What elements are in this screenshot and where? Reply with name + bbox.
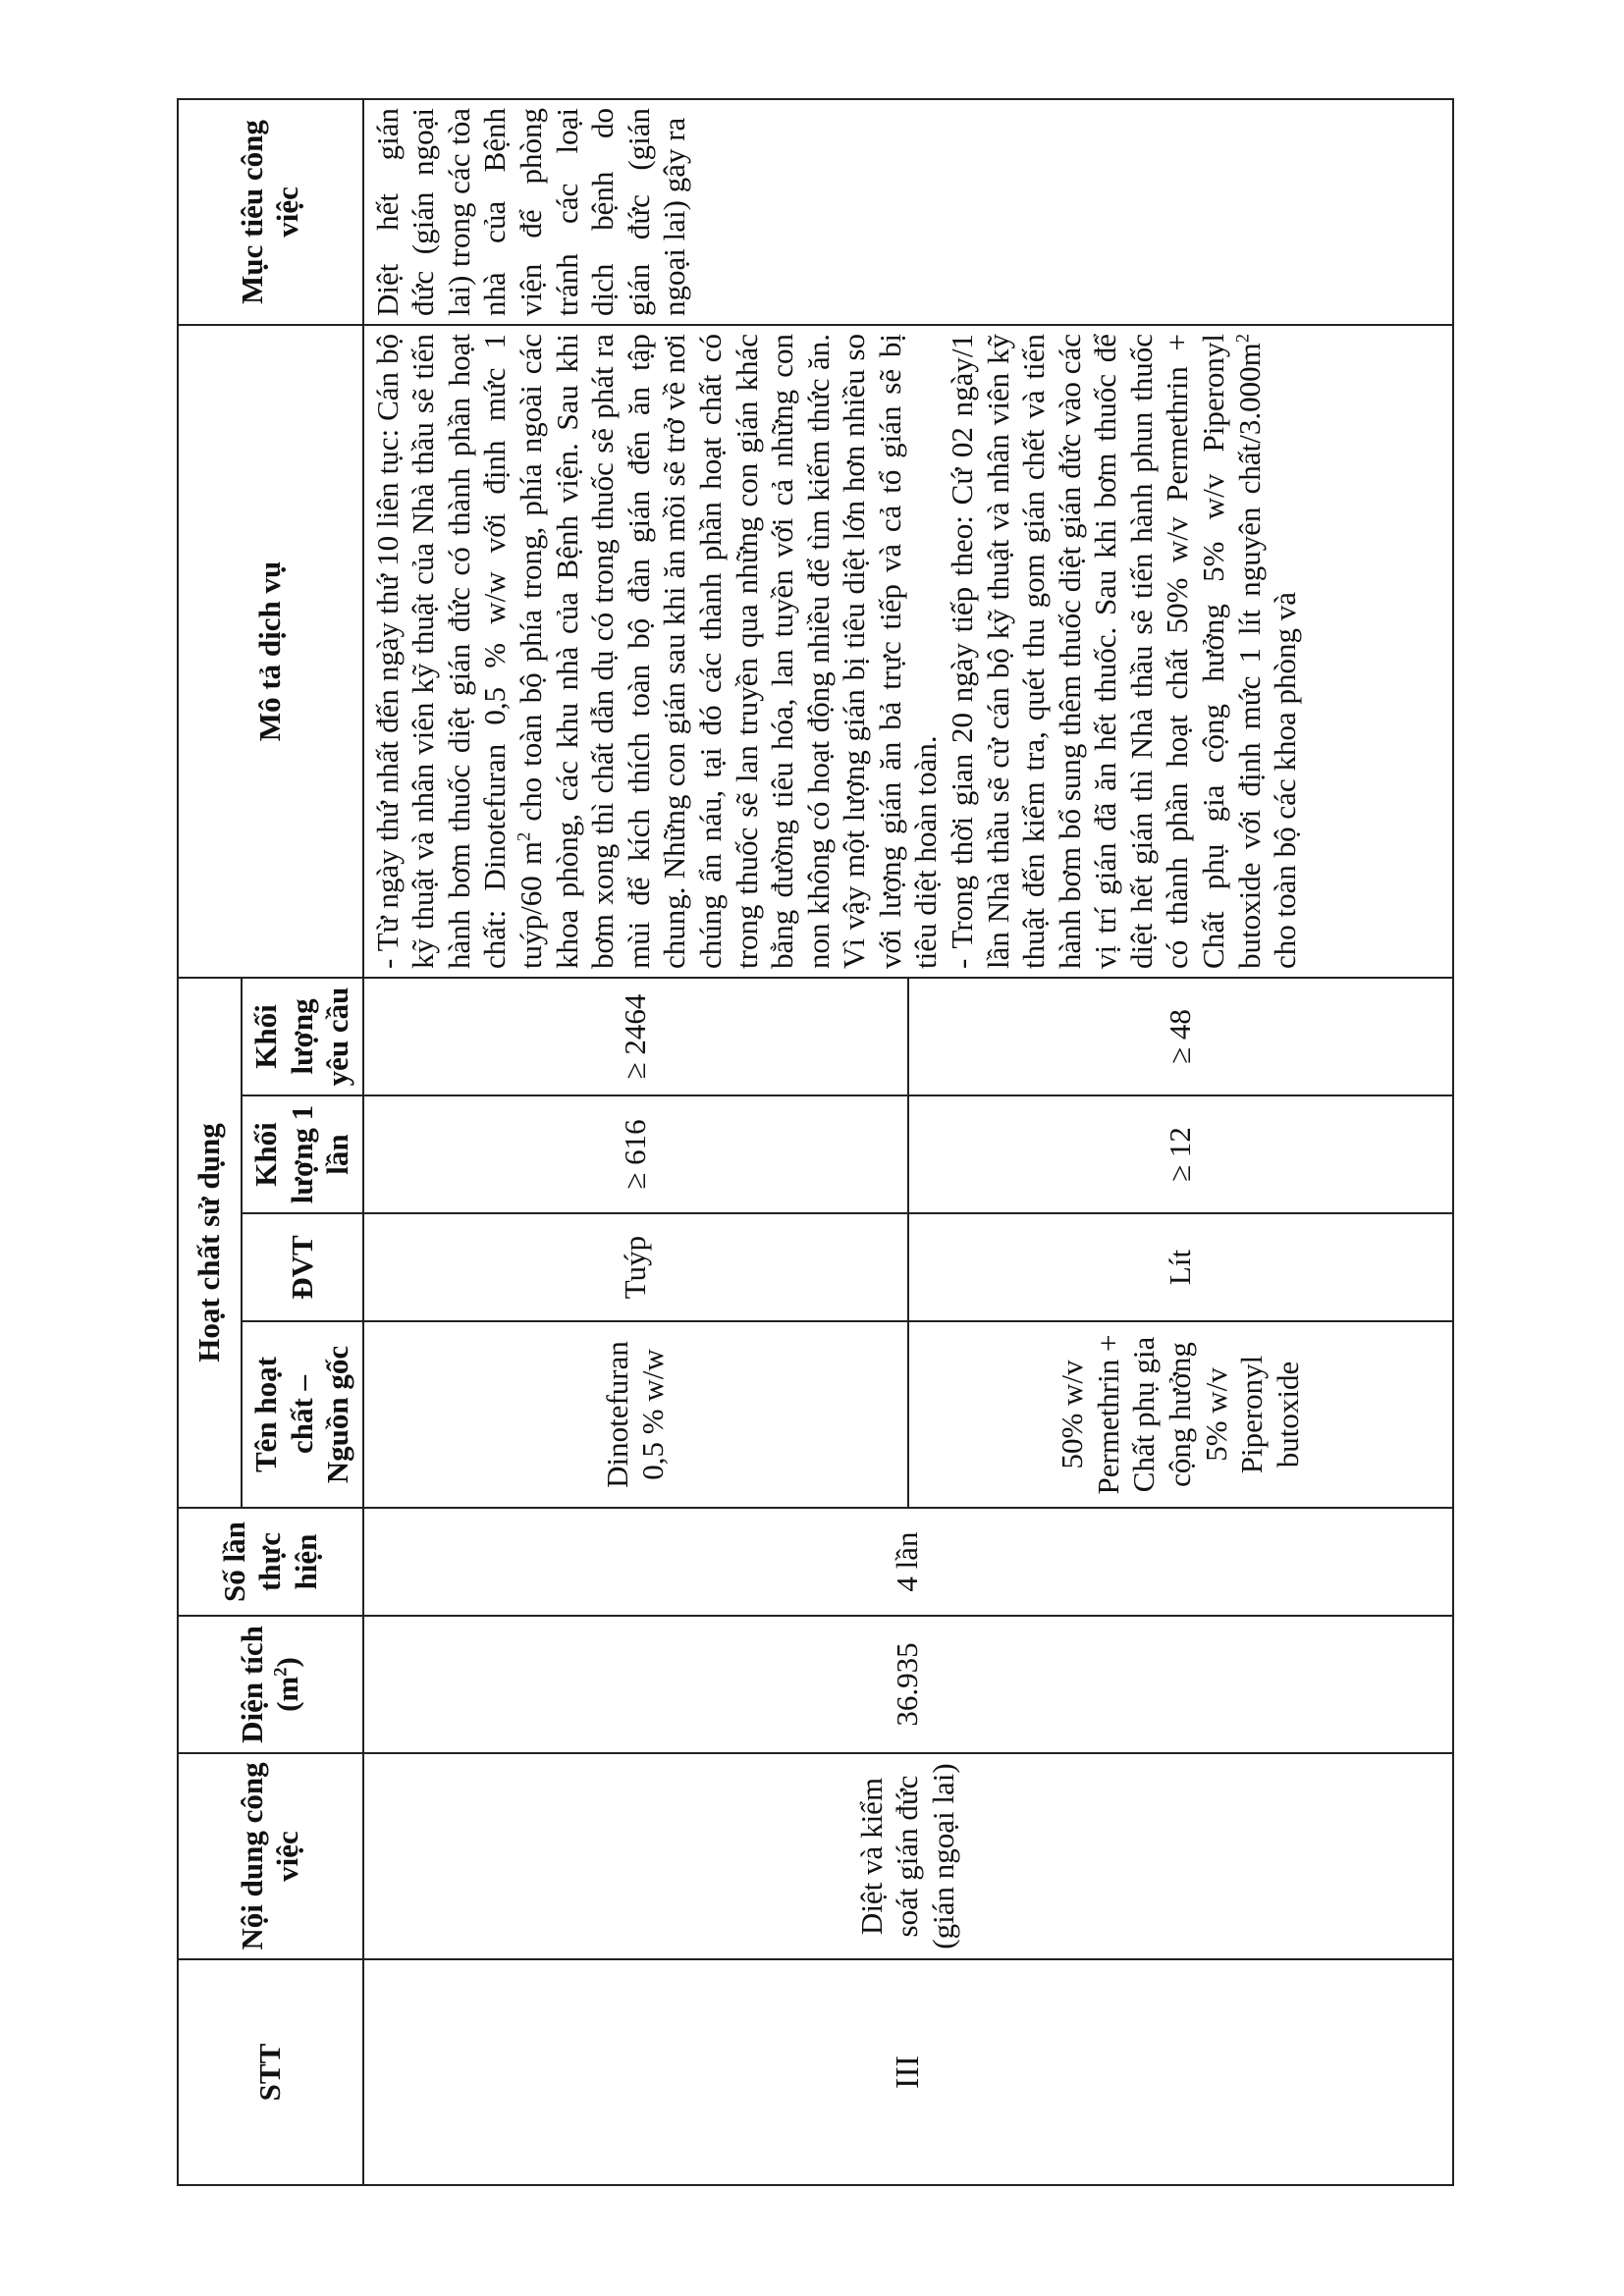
- row-so-lan: 4 lần: [363, 1508, 1453, 1616]
- chemical-2-kl-yeu-cau: ≥ 48: [908, 978, 1453, 1095]
- header-kl-1-lan: Khối lượng 1 lần: [242, 1095, 363, 1213]
- header-mo-ta: Mô tả dịch vụ: [178, 325, 363, 978]
- row-noi-dung: Diệt và kiểm soát gián đức (gián ngoại lai): [363, 1753, 1453, 1959]
- rotated-table-sheet: [177, 100, 1440, 2186]
- chemical-1-dvt: Tuýp: [363, 1213, 908, 1321]
- row-muc-tieu: Diệt hết gián đức (gián ngoại lai) trong các tòa nhà của Bệnh viện để phòng tránh các loại dịch bệnh do gián đức (gián ngoại lai) gây ra: [363, 99, 1453, 325]
- chemical-1-name: Dinotefuran 0,5 % w/w: [363, 1321, 908, 1508]
- header-noi-dung: Nội dung công việc: [178, 1753, 363, 1959]
- row-dien-tich: 36.935: [363, 1616, 1453, 1753]
- chemical-2-name: 50% w/v Permethrin + Chất phụ gia cộng hưởng 5% w/v Piperonyl butoxide: [908, 1321, 1453, 1508]
- header-kl-yeu-cau: Khối lượng yêu cầu: [242, 978, 363, 1095]
- row-stt: III: [363, 1959, 1453, 2185]
- table-row: [363, 99, 908, 2185]
- mo-ta-1-sup: 2: [514, 831, 535, 842]
- header-dvt: ĐVT: [242, 1213, 363, 1321]
- mo-ta-1a: - Từ ngày thứ nhất đến ngày thứ 10 liên tục: Cán bộ kỹ thuật và nhân viên kỹ thuật của Nhà thầu sẽ tiến hành bơm thuốc diệt gián đức có thành phần hoạt chất: Dinotefuran 0,5 % w/w với định mức 1 tuýp/60 m: [369, 333, 549, 969]
- mo-ta-paragraph-1: [370, 334, 945, 969]
- mo-ta-paragraph-2: [945, 334, 1304, 969]
- header-so-lan: Số lần thực hiện: [178, 1508, 363, 1616]
- mo-ta-2a: - Trong thời gian 20 ngày tiếp theo: Cứ 02 ngày/1 lần Nhà thầu sẽ cử cán bộ kỹ thuật và nhân viên kỹ thuật đến kiểm tra, quét thu gom gián chết và tiến hành bơm bổ sung thêm thuốc diệt gián đức vào các vị trí gián đã ăn hết thuốc. Sau khi bơm thuốc để diệt hết gián thì Nhà thầu sẽ tiến hành phun thuốc có thành phần hoạt chất 50% w/v Permethrin + Chất phụ gia cộng hưởng 5% w/v Piperonyl butoxide với định mức 1 lít nguyên chất/3.000m: [944, 333, 1267, 969]
- chemical-1-kl-1-lan: ≥ 616: [363, 1095, 908, 1213]
- header-ten-hoat-chat: Tên hoạt chất – Nguồn gốc: [242, 1321, 363, 1508]
- header-row-1: [178, 99, 242, 2185]
- mo-ta-2b: cho toàn bộ các khoa phòng và: [1268, 592, 1303, 969]
- row-mo-ta: [363, 325, 1453, 978]
- header-stt: STT: [178, 1959, 363, 2185]
- chemical-1-kl-yeu-cau: ≥ 2464: [363, 978, 908, 1095]
- header-hoat-chat: Hoạt chất sử dụng: [178, 978, 242, 1508]
- header-dien-tich-sup: 2: [271, 1667, 293, 1677]
- header-muc-tieu: Mục tiêu công việc: [178, 99, 363, 325]
- header-dien-tich-text: Diện tích (m: [234, 1626, 305, 1743]
- mo-ta-1b: cho toàn bộ phía trong, phía ngoài các khoa phòng, các khu nhà của Bệnh viện. Sau khi bơm xong thì chất dẫn dụ có trong thuốc sẽ phát ra mùi để kích thích toàn bộ đàn gián đến ăn tập chung. Những con gián sau khi ăn mồi sẽ trở về nơi chúng ẩn náu, tại đó các thành phần hoạt chất có trong thuốc sẽ lan truyền qua những con gián khác bằng đường tiêu hóa, lan tuyền với cả những con non không có hoạt động nhiều để tìm kiếm thức ăn. Vì vậy một lượng gián bị tiêu diệt lớn hơn nhiều so với lượng gián ăn bả trực tiếp và cả tổ gián sẽ bị tiêu diệt hoàn toàn.: [514, 333, 944, 969]
- header-dien-tich-close: ): [270, 1657, 305, 1668]
- header-dien-tich: [178, 1616, 363, 1753]
- chemical-2-dvt: Lít: [908, 1213, 1453, 1321]
- mo-ta-2-sup: 2: [1232, 333, 1254, 344]
- service-table: [177, 98, 1454, 2186]
- chemical-2-kl-1-lan: ≥ 12: [908, 1095, 1453, 1213]
